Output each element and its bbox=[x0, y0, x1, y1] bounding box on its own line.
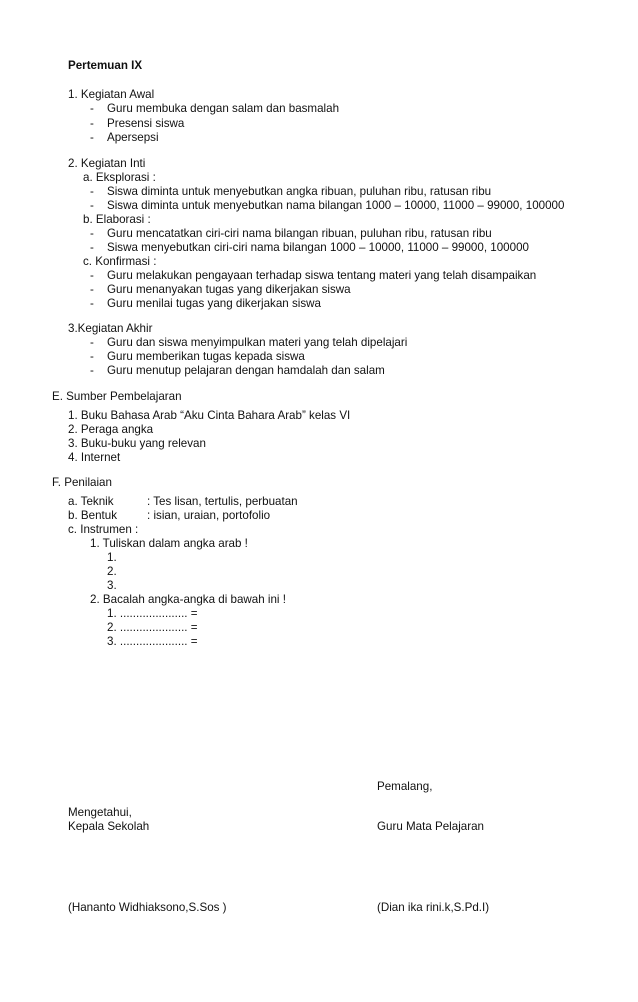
list-item: Siswa menyebutkan ciri-ciri nama bilangan 1000 – 10000, 11000 – 99000, 100000 bbox=[107, 241, 529, 254]
bullet: - bbox=[90, 227, 94, 240]
list-item: Guru menutup pelajaran dengan hamdalah dan salam bbox=[107, 364, 385, 377]
question-1-title: 1. Tuliskan dalam angka arab ! bbox=[90, 537, 248, 550]
bullet: - bbox=[90, 117, 94, 130]
list-item: Siswa diminta untuk menyebutkan angka ribuan, puluhan ribu, ratusan ribu bbox=[107, 185, 492, 198]
bullet: - bbox=[90, 364, 94, 377]
teknik-value: : Tes lisan, tertulis, perbuatan bbox=[147, 495, 298, 508]
kegiatan-akhir-title: 3.Kegiatan Akhir bbox=[68, 322, 153, 335]
list-item: 2. ..................... = bbox=[107, 621, 198, 634]
kegiatan-inti-title: 2. Kegiatan Inti bbox=[68, 157, 146, 170]
elaborasi-label: b. Elaborasi : bbox=[83, 213, 151, 226]
kegiatan-awal-title: 1. Kegiatan Awal bbox=[68, 88, 155, 101]
bullet: - bbox=[90, 336, 94, 349]
teknik-label: a. Teknik bbox=[68, 495, 114, 508]
list-item: Guru melakukan pengayaan terhadap siswa tentang materi yang telah disampaikan bbox=[107, 269, 537, 282]
list-item: Guru memberikan tugas kepada siswa bbox=[107, 350, 305, 363]
sumber-title: E. Sumber Pembelajaran bbox=[52, 390, 182, 403]
bullet: - bbox=[90, 297, 94, 310]
bullet: - bbox=[90, 350, 94, 363]
list-item: Apersepsi bbox=[107, 131, 159, 144]
list-item: 4. Internet bbox=[68, 451, 121, 464]
kepala-sekolah-name: (Hananto Widhiaksono,S.Sos ) bbox=[68, 901, 227, 914]
bullet: - bbox=[90, 199, 94, 212]
list-item: Guru menanyakan tugas yang dikerjakan siswa bbox=[107, 283, 351, 296]
place-date: Pemalang, bbox=[377, 780, 433, 793]
bullet: - bbox=[90, 283, 94, 296]
bullet: - bbox=[90, 269, 94, 282]
bullet: - bbox=[90, 102, 94, 115]
list-item: Siswa diminta untuk menyebutkan nama bilangan 1000 – 10000, 11000 – 99000, 100000 bbox=[107, 199, 565, 212]
list-item: 2. Peraga angka bbox=[68, 423, 154, 436]
list-item: 3. ..................... = bbox=[107, 635, 198, 648]
list-item: 3. Buku-buku yang relevan bbox=[68, 437, 206, 450]
list-item: Presensi siswa bbox=[107, 117, 185, 130]
list-item: Guru membuka dengan salam dan basmalah bbox=[107, 102, 340, 115]
list-item: 1. Buku Bahasa Arab “Aku Cinta Bahara Arab” kelas VI bbox=[68, 409, 351, 422]
guru-name: (Dian ika rini.k,S.Pd.I) bbox=[377, 901, 490, 914]
list-item: Guru dan siswa menyimpulkan materi yang telah dipelajari bbox=[107, 336, 408, 349]
bentuk-value: : isian, uraian, portofolio bbox=[147, 509, 271, 522]
bentuk-label: b. Bentuk bbox=[68, 509, 117, 522]
list-item: Guru menilai tugas yang dikerjakan siswa bbox=[107, 297, 321, 310]
konfirmasi-label: c. Konfirmasi : bbox=[83, 255, 157, 268]
penilaian-title: F. Penilaian bbox=[52, 476, 112, 489]
guru-label: Guru Mata Pelajaran bbox=[377, 820, 484, 833]
list-item: 3. bbox=[107, 579, 117, 592]
question-2-title: 2. Bacalah angka-angka di bawah ini ! bbox=[90, 593, 286, 606]
meeting-heading: Pertemuan IX bbox=[68, 59, 143, 72]
list-item: Guru mencatatkan ciri-ciri nama bilangan ribuan, puluhan ribu, ratusan ribu bbox=[107, 227, 492, 240]
list-item: 1. bbox=[107, 551, 117, 564]
kepala-sekolah-label: Kepala Sekolah bbox=[68, 820, 150, 833]
instrumen-label: c. Instrumen : bbox=[68, 523, 139, 536]
list-item: 2. bbox=[107, 565, 117, 578]
eksplorasi-label: a. Eksplorasi : bbox=[83, 171, 156, 184]
bullet: - bbox=[90, 185, 94, 198]
bullet: - bbox=[90, 131, 94, 144]
mengetahui-label: Mengetahui, bbox=[68, 806, 132, 819]
bullet: - bbox=[90, 241, 94, 254]
list-item: 1. ..................... = bbox=[107, 607, 198, 620]
